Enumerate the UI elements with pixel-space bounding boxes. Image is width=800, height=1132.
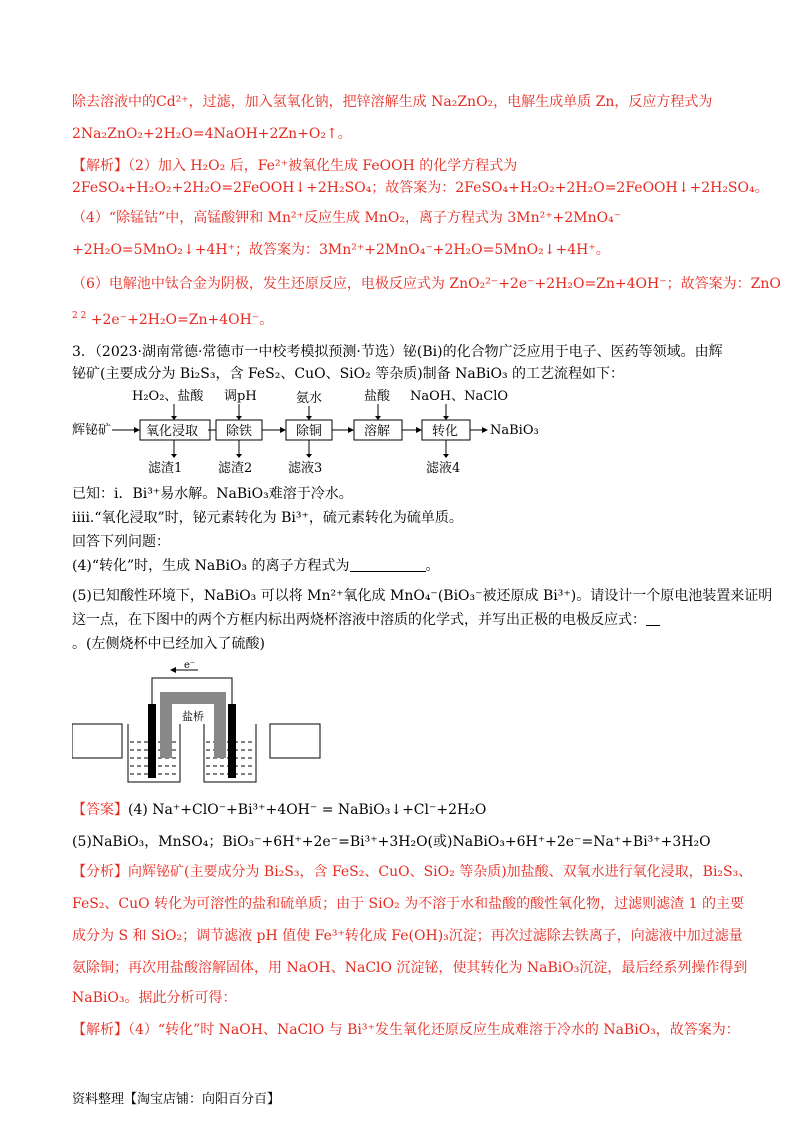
analysis-line: NaBiO₃。据此分析可得： <box>72 990 237 1006</box>
flow-end: NaBiO₃ <box>490 423 539 438</box>
analysis-tag: 【解析】 <box>72 1022 128 1038</box>
flow-reagent: H₂O₂、盐酸 <box>132 389 204 404</box>
question-line: (4)“转化”时，生成 NaBiO₃ 的离子方程式为 。 <box>72 558 440 574</box>
flow-reagent: 调pH <box>224 389 257 404</box>
flow-reagent: NaOH、NaClO <box>410 389 509 404</box>
text-line: 【解析】（2）加入 H₂O₂ 后，Fe²⁺被氧化生成 FeOOH 的化学方程式为 <box>72 158 518 174</box>
right-electrode <box>228 704 236 778</box>
analysis-line: 氨除铜；再次用盐酸溶解固体，用 NaOH、NaClO 沉淀铋，使其转化为 NaBiO₃沉淀，最后经系列操作得到 <box>72 960 748 976</box>
text-line: （6）电解池中钛合金为阴极，发生还原反应，电极反应式为 ZnO₂²⁻+2e⁻+2H₂O=Zn+4OH⁻；故答案为：ZnO <box>72 276 781 292</box>
answer-line: 【答案】(4) Na⁺+ClO⁻+Bi³⁺+4OH⁻ = NaBiO₃↓+Cl⁻+2H₂O <box>72 802 487 818</box>
flow-step: 除铜 <box>296 424 323 439</box>
known-line: ⅱⅱ.“氧化浸取”时，铋元素转化为 Bi³⁺，硫元素转化为硫单质。 <box>72 510 463 526</box>
right-answer-box <box>270 724 320 758</box>
text-line: +2H₂O=5MnO₂↓+4H⁺；故答案为：3Mn²⁺+2MnO₄⁻+2H₂O=5MnO₂↓+4H⁺。 <box>72 242 610 258</box>
analysis-line: 【分析】向辉铋矿(主要成分为 Bi₂S₃，含 FeS₂、CuO、SiO₂ 等杂质)加盐酸、双氧水进行氧化浸取，Bi₂S₃、 <box>72 864 753 880</box>
text-line: 回答下列问题： <box>72 534 170 550</box>
analysis-line: 成分为 S 和 SiO₂；调节滤液 pH 值使 Fe³⁺转化成 Fe(OH)₃沉淀；再次过滤除去铁离子，向滤液中加过滤量 <box>72 928 743 944</box>
analysis-line: 【解析】（4）“转化”时 NaOH、NaClO 与 Bi³⁺发生氧化还原反应生成难溶于冷水的 NaBiO₃，故答案为： <box>72 1022 740 1038</box>
flow-step: 氧化浸取 <box>146 424 199 439</box>
analysis-line: FeS₂、CuO 转化为可溶性的盐和硫单质；由于 SiO₂ 为不溶于水和盐酸的酸性氧化物，过滤则滤渣 1 的主要 <box>72 896 744 912</box>
flow-output: 滤液3 <box>288 461 323 476</box>
question-line: 3．（2023·湖南常德·常德市一中校考模拟预测·节选）铋(Bi)的化合物广泛应用于电子、医药等领域。由辉 <box>72 344 723 360</box>
answer-blank <box>646 611 660 626</box>
text-line: 除去溶液中的Cd²⁺，过滤，加入氢氧化钠，把锌溶解生成 Na₂ZnO₂，电解生成单质 Zn，反应方程式为 <box>72 94 713 110</box>
process-flowchart <box>72 386 572 480</box>
question-line: 这一点，在下图中的两个方框内标出两烧杯溶液中溶质的化学式，并写出正极的电极反应式： <box>72 610 660 630</box>
answer-line: (5)NaBiO₃，MnSO₄；BiO₃⁻+6H⁺+2e⁻=Bi³⁺+3H₂O(或)NaBiO₃+6H⁺+2e⁻=Na⁺+Bi³⁺+3H₂O <box>72 834 711 850</box>
flow-output: 滤渣1 <box>148 461 183 476</box>
analysis-tag: 【解析】 <box>72 158 128 174</box>
text-line: （4）“除锰钴”中，高锰酸钾和 Mn²⁺反应生成 MnO₂，离子方程式为 3Mn²⁺+2MnO₄⁻ <box>72 210 622 226</box>
analysis-tag: 【分析】 <box>72 864 128 880</box>
flow-output: 滤渣2 <box>218 461 253 476</box>
flow-reagent: 盐酸 <box>364 389 391 404</box>
left-electrode <box>148 704 156 778</box>
salt-bridge-label: 盐桥 <box>182 710 204 723</box>
flow-step: 转化 <box>432 424 459 439</box>
text-line: 2Na₂ZnO₂+2H₂O=4NaOH+2Zn+O₂↑。 <box>72 126 352 142</box>
question-line: (5)已知酸性环境下，NaBiO₃ 可以将 Mn²⁺氧化成 MnO₄⁻(BiO₃⁻被还原成 Bi³⁺)。请设计一个原电池装置来证明 <box>72 588 773 604</box>
footer-note: 资料整理【淘宝店铺：向阳百分百】 <box>72 1092 281 1107</box>
flow-output: 滤液4 <box>426 461 461 476</box>
question-line: 铋矿(主要成分为 Bi₂S₃，含 FeS₂、CuO、SiO₂ 等杂质)制备 NaBiO₃ 的工艺流程如下： <box>72 366 625 382</box>
text-line: 2FeSO₄+H₂O₂+2H₂O=2FeOOH↓+2H₂SO₄；故答案为：2FeSO₄+H₂O₂+2H₂O=2FeOOH↓+2H₂SO₄。 <box>72 180 769 196</box>
text-line: $^{2 2}$ +2e⁻+2H₂O=Zn+4OH⁻。 <box>72 311 274 328</box>
known-line: 已知：ⅰ．Bi³⁺易水解。NaBiO₃难溶于冷水。 <box>72 486 353 502</box>
answer-tag: 【答案】 <box>72 802 128 818</box>
flow-step: 溶解 <box>364 424 391 439</box>
question-line: 。(左侧烧杯中已经加入了硫酸) <box>72 636 265 652</box>
flow-reagent: 氨水 <box>296 391 323 406</box>
flow-step: 除铁 <box>226 424 253 439</box>
left-answer-box <box>72 724 122 758</box>
galvanic-cell-diagram <box>72 662 392 792</box>
flow-start: 辉铋矿 <box>72 423 112 438</box>
electron-label: e⁻ <box>184 662 196 671</box>
answer-blank <box>350 557 426 572</box>
